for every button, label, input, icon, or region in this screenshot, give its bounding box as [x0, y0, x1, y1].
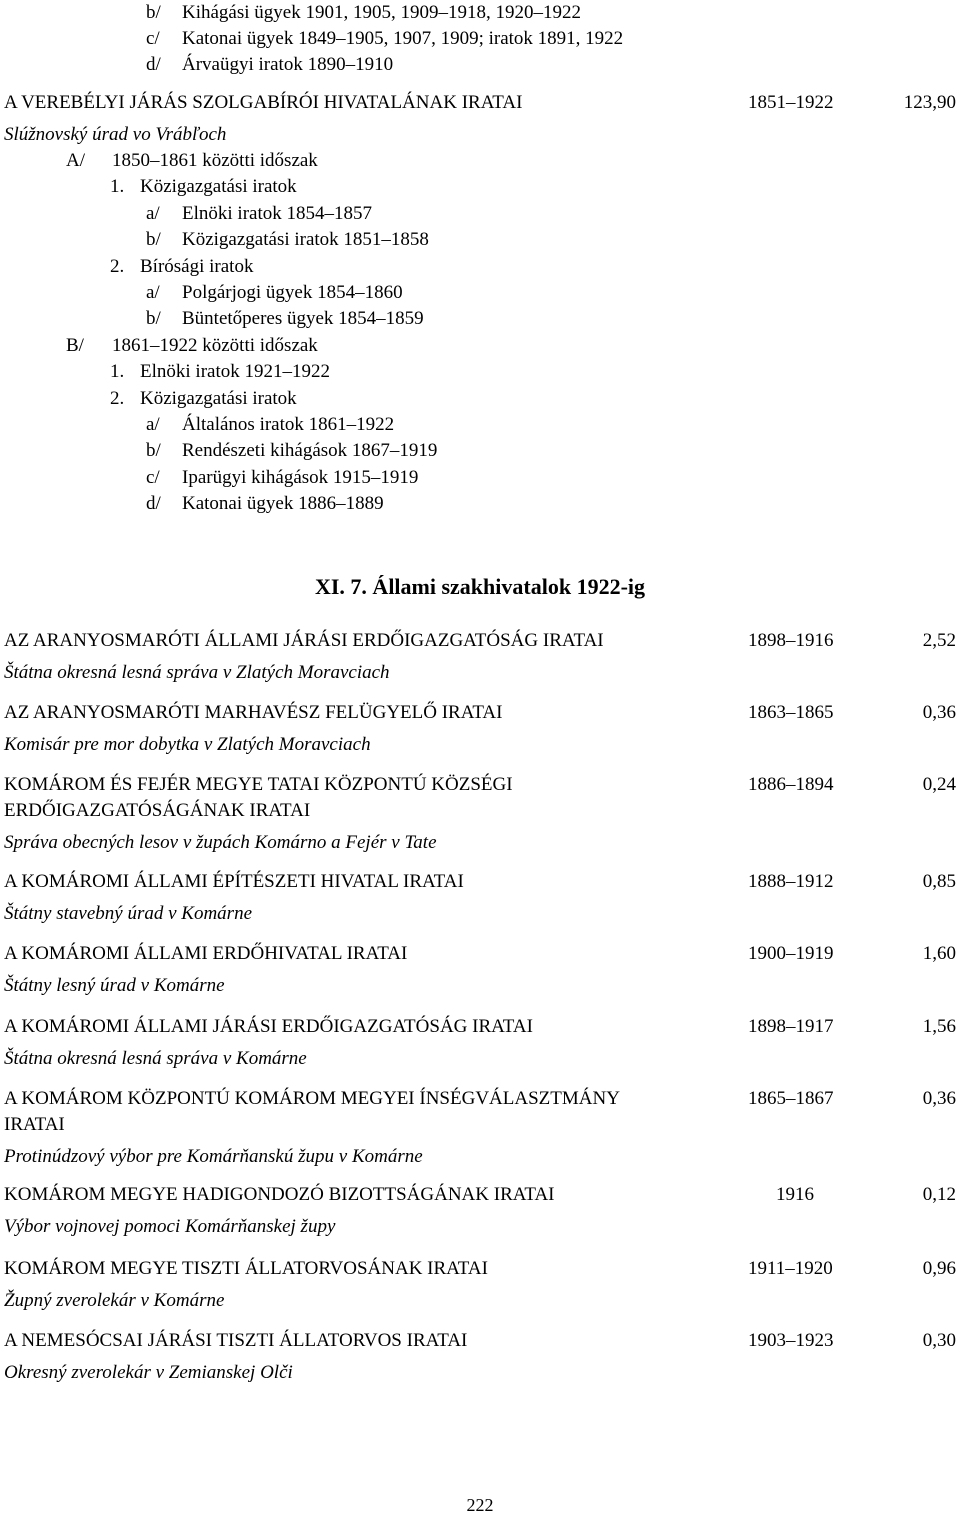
- entry-size: 1,60: [922, 943, 956, 964]
- entry-size: 0,36: [922, 702, 956, 723]
- entry-size: 0,30: [922, 1330, 956, 1351]
- outline-item: [146, 227, 429, 253]
- entry-title: A KOMÁROMI ÁLLAMI ERDŐHIVATAL IRATAI: [4, 943, 408, 964]
- vrable-years: 1851–1922: [748, 92, 834, 113]
- outline-label: a/: [146, 202, 160, 224]
- top-item-b: [146, 0, 581, 26]
- entry-title: AZ ARANYOSMARÓTI ÁLLAMI JÁRÁSI ERDŐIGAZGATÓSÁG IRATAI: [4, 630, 604, 651]
- outline-label: b/: [146, 229, 161, 251]
- outline-text: Büntetőperes ügyek 1854–1859: [182, 308, 424, 330]
- entry-title: IRATAI: [4, 1114, 65, 1135]
- outline-text: Általános iratok 1861–1922: [182, 414, 395, 435]
- outline-text: Rendészeti kihágások 1867–1919: [182, 440, 438, 462]
- outline-label: b/: [146, 440, 161, 462]
- outline-label: 1.: [110, 176, 125, 198]
- outline-text: Bírósági iratok: [140, 255, 254, 277]
- outline-text: Polgárjogi ügyek 1854–1860: [182, 282, 403, 303]
- outline-item: [146, 465, 418, 491]
- outline-item: [110, 359, 330, 385]
- entry-size: 2,52: [922, 630, 956, 651]
- entry-slovak-name: Štátna okresná lesná správa v Zlatých Moravciach: [4, 662, 390, 683]
- vrable-slovak-name: Slúžnovský úrad vo Vrábľoch: [4, 124, 227, 145]
- entry-years: 1865–1867: [748, 1088, 834, 1109]
- outline-item: [146, 280, 403, 306]
- entry-slovak-name: Okresný zverolekár v Zemianskej Olči: [4, 1362, 293, 1383]
- entry-title: KOMÁROM MEGYE HADIGONDOZÓ BIZOTTSÁGÁNAK IRATAI: [4, 1184, 555, 1205]
- outline-label: 2.: [110, 387, 125, 409]
- page-number: 222: [466, 1495, 494, 1515]
- entry-size: 0,24: [922, 774, 956, 795]
- entry-years: 1886–1894: [748, 774, 834, 795]
- outline-text: Elnöki iratok 1921–1922: [140, 361, 330, 383]
- item-text: Árvaügyi iratok 1890–1910: [182, 54, 394, 75]
- entry-slovak-name: Komisár pre mor dobytka v Zlatých Moravciach: [4, 734, 371, 755]
- entry-slovak-name: Župný zverolekár v Komárne: [4, 1290, 225, 1311]
- outline-label: 1.: [110, 361, 125, 383]
- entry-title: ERDŐIGAZGATÓSÁGÁNAK IRATAI: [4, 800, 311, 821]
- outline-text: Iparügyi kihágások 1915–1919: [182, 466, 419, 488]
- entry-title: KOMÁROM ÉS FEJÉR MEGYE TATAI KÖZPONTÚ KÖZSÉGI: [4, 774, 513, 795]
- outline-item: [146, 306, 424, 332]
- outline-item: [66, 333, 318, 359]
- outline-label: a/: [146, 414, 160, 435]
- entry-years: 1898–1916: [748, 630, 834, 651]
- entry-slovak-name: Správa obecných lesov v župách Komárno a Fejér v Tate: [4, 832, 437, 853]
- outline-text: Közigazgatási iratok: [140, 176, 297, 198]
- entry-title: KOMÁROM MEGYE TISZTI ÁLLATORVOSÁNAK IRATAI: [4, 1258, 488, 1279]
- entry-title: A KOMÁROMI ÁLLAMI ÉPÍTÉSZETI HIVATAL IRATAI: [4, 871, 464, 892]
- outline-text: Közigazgatási iratok: [140, 387, 297, 409]
- outline-text: Közigazgatási iratok 1851–1858: [182, 229, 429, 251]
- entry-title: A KOMÁROM KÖZPONTÚ KOMÁROM MEGYEI ÍNSÉGVÁLASZTMÁNY: [4, 1088, 620, 1109]
- entry-size: 1,56: [922, 1016, 956, 1037]
- outline-item: [146, 491, 384, 517]
- entry-size: 0,36: [922, 1088, 956, 1109]
- outline-label: b/: [146, 308, 161, 330]
- entry-years: 1900–1919: [748, 943, 834, 964]
- outline-label: B/: [66, 334, 84, 356]
- top-item-d: [146, 52, 393, 78]
- outline-label: d/: [146, 493, 161, 515]
- outline-item: [146, 201, 372, 227]
- outline-text: Elnöki iratok 1854–1857: [182, 202, 372, 224]
- entry-size: 0,85: [922, 871, 956, 892]
- entry-years: 1911–1920: [748, 1258, 833, 1279]
- entry-years: 1888–1912: [748, 871, 834, 892]
- entry-slovak-name: Výbor vojnovej pomoci Komárňanskej župy: [4, 1216, 336, 1237]
- entry-slovak-name: Protinúdzový výbor pre Komárňanskú župu v Komárne: [4, 1146, 423, 1167]
- outline-item: [146, 412, 394, 438]
- outline-label: a/: [146, 282, 160, 303]
- entry-years: 1898–1917: [748, 1016, 834, 1037]
- entry-years: 1903–1923: [748, 1330, 834, 1351]
- top-item-c: [146, 26, 623, 52]
- outline-text: 1861–1922 közötti időszak: [112, 334, 318, 356]
- item-text: Katonai ügyek 1849–1905, 1907, 1909; iratok 1891, 1922: [182, 28, 624, 49]
- item-label: b/: [146, 2, 161, 23]
- vrable-title: A VEREBÉLYI JÁRÁS SZOLGABÍRÓI HIVATALÁNAK IRATAI: [4, 92, 523, 113]
- outline-item: [110, 254, 253, 280]
- outline-label: A/: [66, 150, 85, 171]
- item-text: Kihágási ügyek 1901, 1905, 1909–1918, 1920–1922: [182, 2, 581, 23]
- entry-title: A KOMÁROMI ÁLLAMI JÁRÁSI ERDŐIGAZGATÓSÁG IRATAI: [4, 1016, 533, 1037]
- entry-years: 1863–1865: [748, 702, 834, 723]
- entry-size: 0,96: [922, 1258, 956, 1279]
- outline-label: c/: [146, 466, 160, 488]
- outline-item: [146, 438, 437, 464]
- entry-slovak-name: Štátny lesný úrad v Komárne: [4, 975, 225, 996]
- section-heading: XI. 7. Állami szakhivatalok 1922-ig: [314, 574, 646, 599]
- outline-item: [110, 174, 297, 200]
- item-label: c/: [146, 28, 160, 49]
- item-label: d/: [146, 54, 161, 75]
- entry-slovak-name: Štátny stavebný úrad v Komárne: [4, 903, 253, 924]
- outline-item: [110, 386, 297, 412]
- outline-label: 2.: [110, 255, 125, 277]
- vrable-size: 123,90: [903, 92, 956, 113]
- entry-size: 0,12: [922, 1184, 956, 1205]
- outline-text: 1850–1861 közötti időszak: [112, 150, 318, 171]
- entry-slovak-name: Štátna okresná lesná správa v Komárne: [4, 1048, 307, 1069]
- outline-item: [66, 148, 318, 174]
- entry-years: 1916: [776, 1184, 814, 1205]
- outline-text: Katonai ügyek 1886–1889: [182, 493, 384, 515]
- entry-title: A NEMESÓCSAI JÁRÁSI TISZTI ÁLLATORVOS IRATAI: [4, 1330, 468, 1351]
- entry-title: AZ ARANYOSMARÓTI MARHAVÉSZ FELÜGYELŐ IRATAI: [4, 702, 503, 723]
